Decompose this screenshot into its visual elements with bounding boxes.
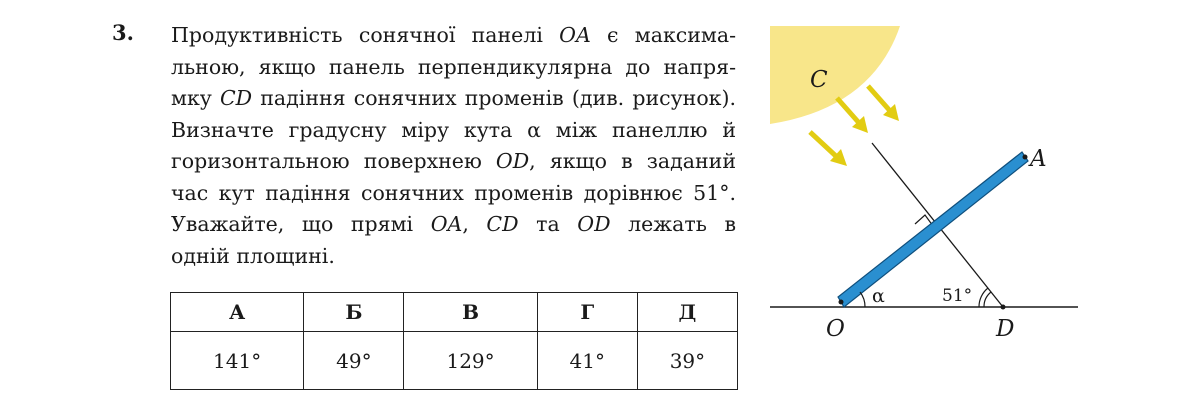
- problem-number: 3.: [112, 20, 134, 45]
- answer-value-v: 129°: [404, 332, 537, 390]
- answer-header-row: [171, 293, 738, 332]
- problem-line-3: мку CD падіння сонячних променів (див. рисунок).: [171, 86, 737, 110]
- point-o: [839, 300, 844, 305]
- angle-51-arc-1: [984, 292, 991, 307]
- label-o: O: [826, 316, 845, 342]
- answer-header-a: А: [171, 293, 304, 332]
- solar-panel: [838, 152, 1028, 307]
- math-label: OA: [559, 23, 591, 47]
- math-label: OA: [430, 212, 463, 236]
- answer-value-d: 39°: [637, 332, 737, 390]
- label-angle-51: 51°: [942, 286, 973, 306]
- answer-table: [170, 292, 738, 390]
- answer-header-g: Г: [537, 293, 637, 332]
- answer-header-d: Д: [637, 293, 737, 332]
- problem-line-4: Визначте градусну міру кута α між панеллю й: [171, 117, 736, 142]
- sun-ray-2: [837, 98, 868, 133]
- problem-line-1: Продуктивність сонячної панелі OA є максима-: [171, 23, 736, 47]
- label-a: A: [1030, 146, 1047, 172]
- label-alpha: α: [872, 285, 885, 307]
- answer-header-v: В: [404, 293, 537, 332]
- problem-line-6: час кут падіння сонячних променів дорівнює 51°.: [171, 180, 736, 205]
- answer-header-b: Б: [304, 293, 404, 332]
- sun-shape: [770, 26, 900, 124]
- sun-ray-1: [810, 132, 847, 166]
- math-label: CD: [486, 212, 519, 236]
- answer-value-row: [171, 332, 738, 390]
- problem-line-5: горизонтальною поверхнею OD, якщо в заданий: [171, 149, 736, 173]
- problem-line-8: одній площині.: [171, 243, 335, 268]
- math-label: OD: [495, 149, 530, 173]
- label-c: C: [810, 67, 828, 93]
- problem-text: [171, 20, 736, 272]
- answer-value-g: 41°: [537, 332, 637, 390]
- point-d: [1001, 305, 1006, 310]
- point-a: [1023, 155, 1028, 160]
- geometry-figure: [760, 0, 1090, 360]
- problem-line-2: льною, якщо панель перпендикулярна до напря-: [171, 54, 736, 79]
- sun-ray-3: [868, 86, 899, 121]
- math-label: CD: [219, 86, 253, 110]
- problem-line-7: Уважайте, що прямі OA, CD та OD лежать в: [171, 212, 736, 236]
- math-label: OD: [577, 212, 611, 236]
- label-d: D: [996, 316, 1015, 342]
- answer-value-a: 141°: [171, 332, 304, 390]
- answer-value-b: 49°: [304, 332, 404, 390]
